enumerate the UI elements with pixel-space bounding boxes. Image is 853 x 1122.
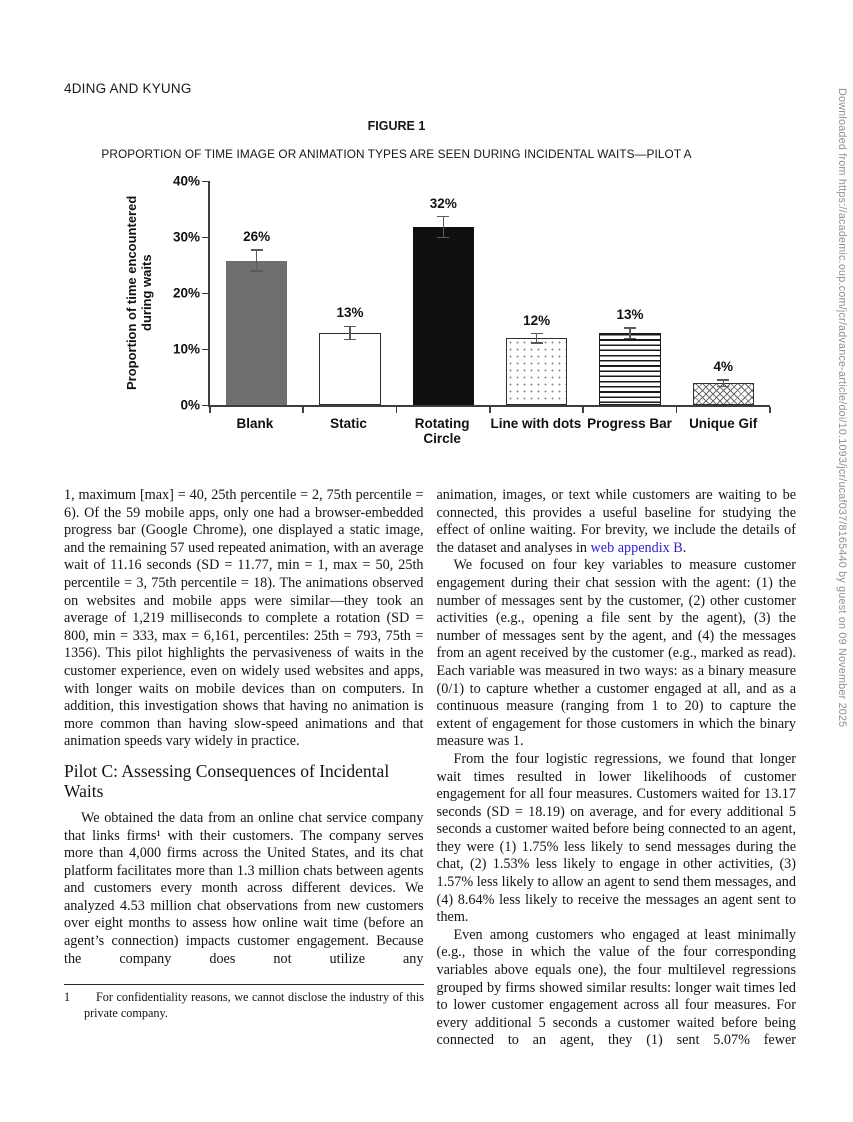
bar-value-label-line-with-dots: 12% — [523, 312, 551, 328]
bar-value-label-blank: 26% — [243, 229, 271, 245]
x-category-label-line-with-dots: Line with dots — [490, 416, 582, 431]
bar-rotating-circle — [413, 227, 475, 405]
error-bar-cap-top — [251, 249, 263, 251]
error-bar-cap-bottom — [437, 237, 449, 239]
error-bar-line-with-dots — [529, 333, 545, 344]
error-bar-line — [256, 249, 258, 271]
x-category-label-static: Static — [330, 416, 367, 431]
paragraph-text: . — [682, 539, 687, 556]
error-bar-blank — [249, 249, 265, 271]
error-bar-cap-bottom — [251, 270, 263, 272]
paragraph-logistic-regressions: From the four logistic regressions, we found that longer wait times resulted in lower likelihoods of customer engagement for all four measures. Customers waited for 13.17 seconds (SD = 18.19) on average, and for every additional 5 seconds a customer waited before being connected to an agent, they were (1) 1.75% less likely to send messages during the chat, (2) 1.53% less likely to engage in other activities, (3) 1.57% less likely to allow an agent to send them messages, and (4) 8.64% less likely to receive the messages an agent sent to them. — [436, 750, 796, 926]
footnote-number: 1 — [64, 990, 71, 1004]
chart-plot-area — [124, 173, 770, 413]
paragraph-pilot-b-continued: 1, maximum [max] = 40, 25th percentile = 2, 75th percentile = 6). Of the 59 mobile apps, only one had a browser-embedded progress bar (Google Chrome), one displayed a static image, and the remaining 57 used repeated animation, with an average wait of 11.16 seconds (SD = 11.77, min = 1, max = 50, 25th percentile = 3, 75th percentile = 18). The animations observed on websites and mobile apps were similar—they took an average of 1,219 milliseconds to complete a rotation (SD = 800, min = 333, max = 6,161, percentiles: 25th = 793, 75th = 1356). This pilot highlights the pervasiveness of waits in the customer experience, even on widely used websites and apps, with longer waits on mobile devices than on computers. In addition, this investigation shows that having no animation is more common than having slow-speed animations and that animation speeds vary widely in practice. — [64, 487, 424, 750]
x-axis-category-labels — [208, 416, 770, 446]
bar-value-label-rotating-circle: 32% — [429, 195, 457, 211]
bar-static — [319, 333, 381, 405]
error-bar-rotating-circle — [435, 216, 451, 238]
error-bar-cap-bottom — [624, 338, 636, 340]
bar-progress-bar — [599, 333, 661, 405]
error-bar-cap-top — [437, 216, 449, 218]
right-column — [437, 487, 797, 1050]
bar-group-static — [303, 181, 396, 405]
bar-group-progress-bar — [583, 181, 676, 405]
error-bar-static — [342, 326, 358, 341]
x-category-label-blank: Blank — [236, 416, 274, 431]
paragraph-with-link — [437, 487, 797, 557]
y-tick-label: 40% — [172, 173, 200, 189]
error-bar-cap-bottom — [531, 342, 543, 344]
footnote-text: For confidentiality reasons, we cannot disclose the industry of this private company. — [84, 990, 424, 1020]
y-axis-label: Proportion of time encountered during waits — [124, 195, 154, 391]
bar-group-unique-gif — [677, 181, 770, 405]
x-tick-mark — [302, 407, 304, 413]
section-heading-pilot-c: Pilot C: Assessing Consequences of Incidental Waits — [64, 760, 390, 801]
error-bar-cap-top — [344, 326, 356, 328]
body-columns — [64, 487, 796, 1050]
x-category-label-rotating-circle: Rotating Circle — [414, 416, 470, 446]
figure-label: FIGURE 1 — [367, 119, 426, 133]
page-number: 4 — [64, 81, 72, 96]
paragraph-text: animation, images, or text while customers are waiting to be connected, this provides a useful baseline for studying the effect of online waiting. For brevity, we include the details of the dataset and analyses in — [436, 487, 796, 556]
footnote-block — [64, 984, 424, 1021]
y-tick-mark — [202, 237, 208, 239]
footnote-line — [64, 990, 424, 1021]
x-tick-mark — [582, 407, 584, 413]
error-bar-cap-top — [624, 327, 636, 329]
error-bar-unique-gif — [715, 379, 731, 387]
figure-1-bar-chart — [122, 173, 770, 446]
x-tick-mark — [489, 407, 491, 413]
x-category-label-unique-gif: Unique Gif — [689, 416, 758, 431]
error-bar-line — [443, 216, 445, 238]
download-watermark: Downloaded from https://academic.oup.com/jcr/advance-article/doi/10.1093/jcr/ucaf037/8165440 by guest on 09 November 2025 — [836, 88, 848, 728]
bar-group-blank — [210, 181, 303, 405]
y-tick-mark — [202, 293, 208, 295]
y-tick-label: 10% — [172, 341, 200, 357]
error-bar-cap-bottom — [344, 339, 356, 341]
error-bar-progress-bar — [622, 327, 638, 339]
bar-group-line-with-dots — [490, 181, 583, 405]
x-category-label-progress-bar: Progress Bar — [587, 416, 672, 431]
x-tick-mark — [209, 407, 211, 413]
error-bar-cap-top — [531, 333, 543, 335]
x-tick-mark — [396, 407, 398, 413]
running-head-title: DING AND KYUNG — [71, 81, 192, 96]
bar-line-with-dots — [506, 338, 568, 405]
left-column — [64, 487, 424, 1050]
footnote-rule — [64, 984, 424, 985]
x-tick-mark — [769, 407, 771, 413]
bar-value-label-progress-bar: 13% — [616, 307, 644, 323]
paragraph-pilot-c: We obtained the data from an online chat service company that links firms¹ with their customers. The company serves more than 4,000 firms across the United States, and its chat platform facilitates more than 1.3 million chats between agents and customers every month across different devices. We analyzed 4.53 million chat observations from new customers over eight months to assess how online wait time (before an agent’s connection) impacts customer engagement. Because the company does not utilize any — [64, 809, 424, 967]
y-tick-mark — [202, 181, 208, 183]
figure-caption: PROPORTION OF TIME IMAGE OR ANIMATION TYPES ARE SEEN DURING INCIDENTAL WAITS—PILOT A — [101, 147, 692, 161]
bar-group-rotating-circle — [397, 181, 490, 405]
paragraph-four-variables: We focused on four key variables to measure customer engagement during their chat session with the agent: (1) the number of messages sent by the customer, (2) other customer activities (e.g., opening a file sent by the agent), (3) the number of messages sent by the agent, and (4) the messages from an agent received by the customer (e.g., marked as read). Each variable was measured in two ways: as a binary measure (0/1) to capture whether a customer engaged at all, and as a continuous measure (ranging from 1 to 20) to capture the extent of engagement for those customers in which the binary measure was 1. — [436, 557, 796, 750]
y-tick-mark — [202, 349, 208, 351]
bar-value-label-static: 13% — [336, 305, 364, 321]
web-appendix-b-link[interactable]: web appendix B — [590, 539, 683, 556]
paragraph-multilevel-regressions: Even among customers who engaged at least minimally (e.g., those in which the value of the four corresponding variables above equals one), the four multilevel regressions grouped by firms showed similar results: longer wait times led to lower customer engagement across all four measures. For every additional 5 seconds a customer waited before being connected to an agent, they (1) sent 5.07% fewer — [436, 926, 796, 1049]
y-tick-label: 20% — [172, 285, 200, 301]
bar-blank — [226, 261, 288, 405]
error-bar-cap-bottom — [717, 386, 729, 388]
running-head — [64, 81, 795, 96]
y-tick-label: 30% — [172, 229, 200, 245]
y-tick-label: 0% — [180, 397, 200, 413]
error-bar-cap-top — [717, 379, 729, 381]
y-tick-mark — [202, 405, 208, 407]
x-tick-mark — [676, 407, 678, 413]
bar-value-label-unique-gif: 4% — [713, 359, 734, 375]
